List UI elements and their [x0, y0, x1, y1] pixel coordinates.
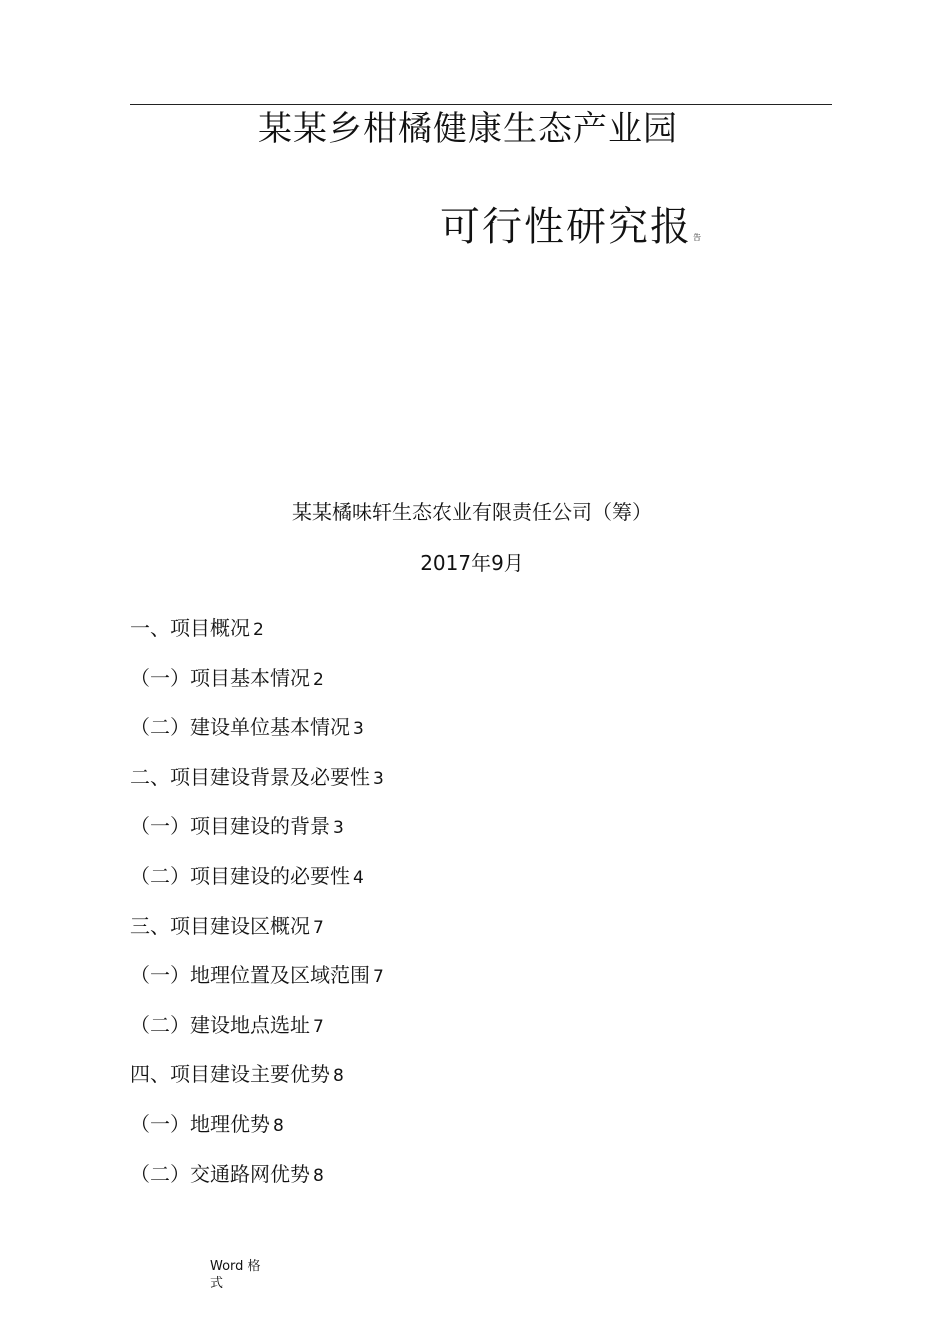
toc-item-label: （二）建设地点选址 — [130, 1012, 310, 1037]
toc-item-page: 2 — [313, 669, 324, 690]
page-footer — [210, 1258, 270, 1292]
header-rule — [130, 104, 832, 105]
document-subtitle-tail: 告 — [693, 233, 701, 242]
footer-line: Word 格 — [210, 1259, 261, 1274]
toc-item-label: （一）项目基本情况 — [130, 665, 310, 690]
toc-item-page: 8 — [273, 1115, 284, 1136]
toc-item[interactable] — [130, 1160, 830, 1210]
document-title: 某某乡柑橘健康生态产业园 — [258, 109, 678, 149]
toc-item[interactable] — [130, 1110, 830, 1160]
toc-item-page: 7 — [313, 1016, 324, 1037]
toc-item-label: 二、项目建设背景及必要性 — [130, 764, 370, 789]
document-subtitle-text: 可行性研究报 — [440, 204, 692, 250]
toc-item[interactable] — [130, 812, 830, 862]
footer-line: 式 — [210, 1276, 224, 1291]
toc-item-label: （二）建设单位基本情况 — [130, 715, 350, 740]
toc-item-page: 3 — [373, 768, 384, 789]
toc-item[interactable] — [130, 912, 830, 962]
toc-item[interactable] — [130, 862, 830, 912]
toc-item-page: 2 — [253, 620, 264, 640]
toc-item-page: 7 — [313, 917, 324, 938]
toc-item[interactable] — [130, 664, 830, 714]
document-subtitle — [440, 202, 701, 252]
toc-item-label: （二）项目建设的必要性 — [130, 863, 350, 888]
toc-item-label: （一）地理位置及区域范围 — [130, 963, 370, 988]
toc-item[interactable] — [130, 1011, 830, 1061]
toc-item-label: 一、项目概况 — [130, 616, 250, 640]
toc-item-page: 7 — [373, 967, 384, 988]
toc-item-page: 8 — [333, 1066, 344, 1087]
toc-item[interactable] — [130, 614, 830, 664]
toc-item-page: 8 — [313, 1165, 324, 1186]
table-of-contents — [130, 614, 830, 1209]
toc-item-page: 3 — [353, 719, 364, 740]
report-date: 2017年9月 — [420, 551, 524, 575]
toc-item[interactable] — [130, 763, 830, 813]
toc-item[interactable] — [130, 1060, 830, 1110]
toc-item-label: 四、项目建设主要优势 — [130, 1062, 330, 1087]
toc-item[interactable] — [130, 713, 830, 763]
toc-item-page: 4 — [353, 867, 364, 888]
toc-item[interactable] — [130, 961, 830, 1011]
toc-item-page: 3 — [333, 818, 344, 839]
company-name: 某某橘味轩生态农业有限责任公司（筹） — [292, 500, 652, 524]
toc-item-label: 三、项目建设区概况 — [130, 913, 310, 938]
toc-item-label: （二）交通路网优势 — [130, 1161, 310, 1186]
toc-item-label: （一）地理优势 — [130, 1111, 270, 1136]
toc-item-label: （一）项目建设的背景 — [130, 814, 330, 839]
